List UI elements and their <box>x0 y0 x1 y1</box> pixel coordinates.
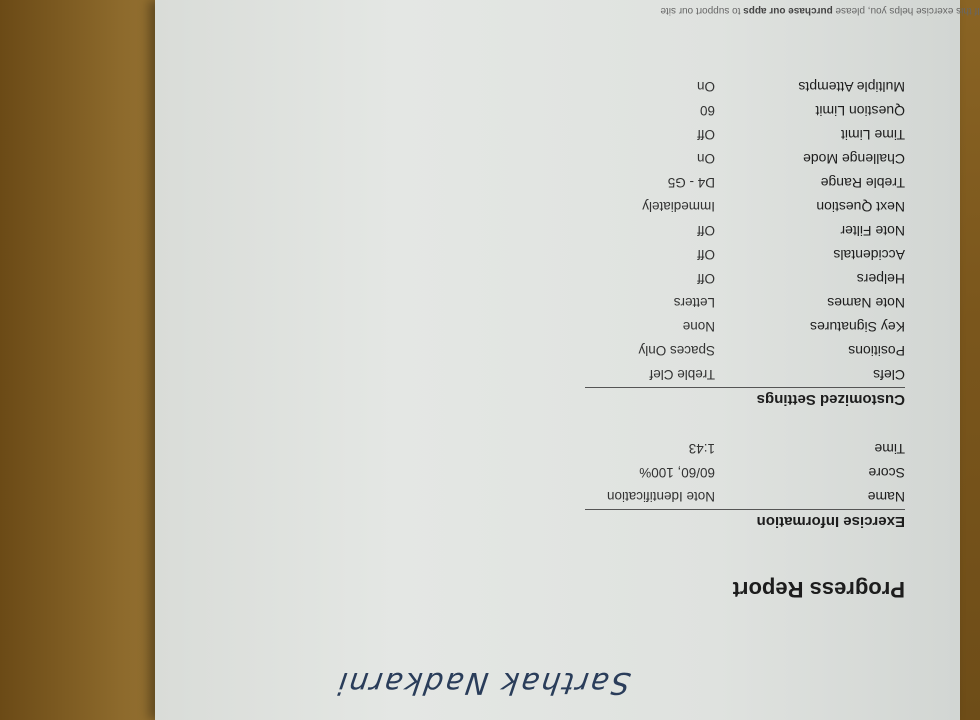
setting-row <box>585 147 905 171</box>
setting-row <box>585 123 905 147</box>
info-value: 1:43 <box>688 441 715 457</box>
setting-row <box>585 363 905 387</box>
setting-row <box>585 243 905 267</box>
info-value: Note Identification <box>606 489 715 505</box>
setting-label: Note Filter <box>840 223 905 239</box>
setting-label: Multiple Attempts <box>798 79 905 95</box>
page-title: Progress Report <box>732 577 905 602</box>
handwritten-signature: Sarthak Nadkarni <box>334 665 633 700</box>
setting-row <box>585 195 905 219</box>
setting-value: None <box>682 319 715 335</box>
setting-label: Accidentals <box>833 247 905 263</box>
info-value: 60/60, 100% <box>639 465 715 481</box>
setting-row <box>585 219 905 243</box>
info-label: Score <box>868 465 905 481</box>
setting-label: Positions <box>848 343 905 359</box>
setting-label: Note Names <box>827 295 905 311</box>
setting-value: Treble Clef <box>649 367 715 383</box>
footer-note <box>280 5 980 16</box>
setting-row <box>585 315 905 339</box>
customized-settings-section <box>585 75 905 408</box>
customized-settings-heading: Customized Settings <box>585 387 905 408</box>
exercise-information-section <box>585 437 905 530</box>
paper-sheet <box>155 0 980 720</box>
setting-label: Challenge Mode <box>803 151 905 167</box>
footer-prefix: If this exercise helps you, please <box>835 5 980 16</box>
setting-value: Off <box>697 247 715 263</box>
setting-label: Treble Range <box>820 175 905 191</box>
setting-label: Key Signatures <box>810 319 905 335</box>
footer-purchase-link[interactable]: purchase our apps <box>743 5 833 16</box>
setting-row <box>585 75 905 99</box>
info-label: Name <box>867 489 905 505</box>
setting-row <box>585 291 905 315</box>
setting-row <box>585 267 905 291</box>
progress-report-page <box>155 0 980 720</box>
setting-row <box>585 339 905 363</box>
setting-value: Off <box>697 223 715 239</box>
setting-value: Immediately <box>642 199 715 215</box>
setting-value: Letters <box>673 295 715 311</box>
footer-suffix: to support our site <box>660 5 741 16</box>
info-row-time <box>585 437 905 461</box>
setting-value: On <box>696 79 715 95</box>
setting-label: Helpers <box>856 271 905 287</box>
setting-label: Clefs <box>873 367 905 383</box>
info-label: Time <box>874 441 905 457</box>
setting-label: Question Limit <box>815 103 905 119</box>
setting-value: On <box>696 151 715 167</box>
setting-row <box>585 171 905 195</box>
setting-value: Spaces Only <box>638 343 715 359</box>
setting-row <box>585 99 905 123</box>
setting-value: Off <box>697 127 715 143</box>
setting-value: 60 <box>699 103 715 119</box>
info-row-score <box>585 461 905 485</box>
setting-label: Next Question <box>816 199 905 215</box>
exercise-information-heading: Exercise Information <box>585 509 905 530</box>
setting-value: Off <box>697 271 715 287</box>
setting-label: Time Limit <box>840 127 905 143</box>
setting-value: D4 - G5 <box>667 175 715 191</box>
info-row-name <box>585 485 905 509</box>
